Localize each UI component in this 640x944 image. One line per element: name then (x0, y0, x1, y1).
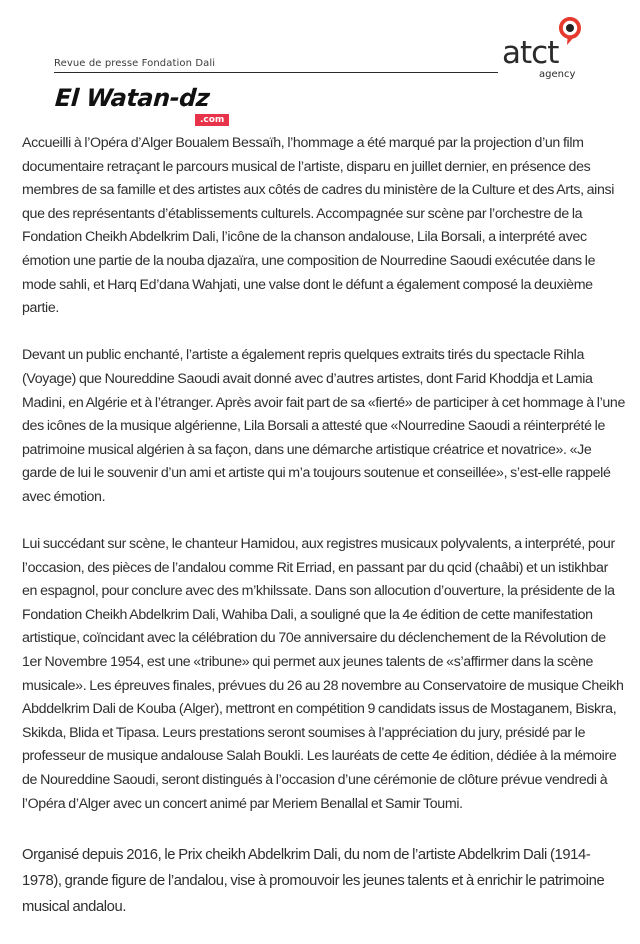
header-divider (54, 72, 498, 73)
article-body (22, 132, 626, 944)
el-watan-wordmark: El Watan-dz (54, 84, 211, 112)
agency-wordmark: agency (539, 69, 576, 80)
el-watan-tld-badge: .com (195, 114, 229, 126)
press-review-label: Revue de presse Fondation Dali (54, 58, 216, 69)
article-paragraph: Organisé depuis 2016, le Prix cheikh Abdelkrim Dali, du nom de l’artiste Abdelkrim Dali (1914-1978), grande figure de l’andalou, vise à promouvoir les jeunes talents et à enrichir le patrimoine musical andalou. (22, 847, 605, 916)
atct-agency-logo (502, 16, 592, 86)
location-pin-icon (558, 16, 582, 46)
article-paragraph: Devant un public enchanté, l’artiste a également repris quelques extraits tirés du spectacle Rihla (Voyage) que Noureddine Saoudi avait donné avec d’autres artistes, dont Farid Khoddja et Lamia Madini, en Algérie et à l’étranger. Après avoir fait part de sa «fierté» de participer à cet hommage à l’une des icônes de la musique algérienne, Lila Borsali a attesté que «Nourredine Saoudi a réinterprété le patrimoine musical algérien à sa façon, dans une démarche artistique créatrice et novatrice». «Je garde de lui le souvenir d’un ami et artiste qui m’a toujours soutenue et conseillée», s’est-elle rappelé avec émotion. (22, 347, 626, 505)
el-watan-logo (55, 86, 255, 126)
article-paragraph: Accueilli à l’Opéra d’Alger Boualem Bessaïh, l’hommage a été marqué par la projection d’un film documentaire retraçant le parcours musical de l’artiste, disparu en juillet dernier, en présence des membres de sa famille et des artistes aux côtés de cadres du ministère de la Culture et des Arts, ainsi que des représentants d’établissements culturels. Accompagnée sur scène par l’orchestre de la Fondation Cheikh Abdelkrim Dali, l’icône de la chanson andalouse, Lila Borsali, a interprété avec émotion une partie de la nouba djazaïra, une composition de Nourredine Saoudi exécutée dans le mode sahli, et Harq Ed’dana Wahjati, une valse dont le défunt a également composé la deuxième partie. (22, 135, 615, 317)
atct-wordmark: atct (502, 35, 559, 71)
article-paragraph: Lui succédant sur scène, le chanteur Hamidou, aux registres musicaux polyvalents, a interprété, pour l’occasion, des pièces de l’andalou comme Rit Erriad, en passant par du qcid (chaâbi) et un istikhbar en espagnol, pour conclure avec des m’khilssate. Dans son allocution d’ouverture, la présidente de la Fondation Cheikh Abdelkrim Dali, Wahiba Dali, a souligné que la 4e édition de cette manifestation artistique, coïncidant avec la célébration du 70e anniversaire du déclenchement de la Révolution de 1er Novembre 1954, est une «tribune» qui permet aux jeunes talents de «s’affirmer dans la scène musicale». Les épreuves finales, prévues du 26 au 28 novembre au Conservatoire de musique Cheikh Abddelkrim Dali de Kouba (Alger), mettront en compétition 9 candidats issus de Mostaganem, Biskra, Skikda, Blida et Tipasa. Leurs prestations seront soumises à l’appréciation du jury, présidé par le professeur de musique andalouse Salah Boukli. Les lauréats de cette 4e édition, dédiée à la mémoire de Noureddine Saoudi, seront distingués à l’occasion d’une cérémonie de clôture prévue vendredi à l’Opéra d’Alger avec un concert animé par Meriem Benallal et Samir Toumi. (22, 536, 624, 812)
